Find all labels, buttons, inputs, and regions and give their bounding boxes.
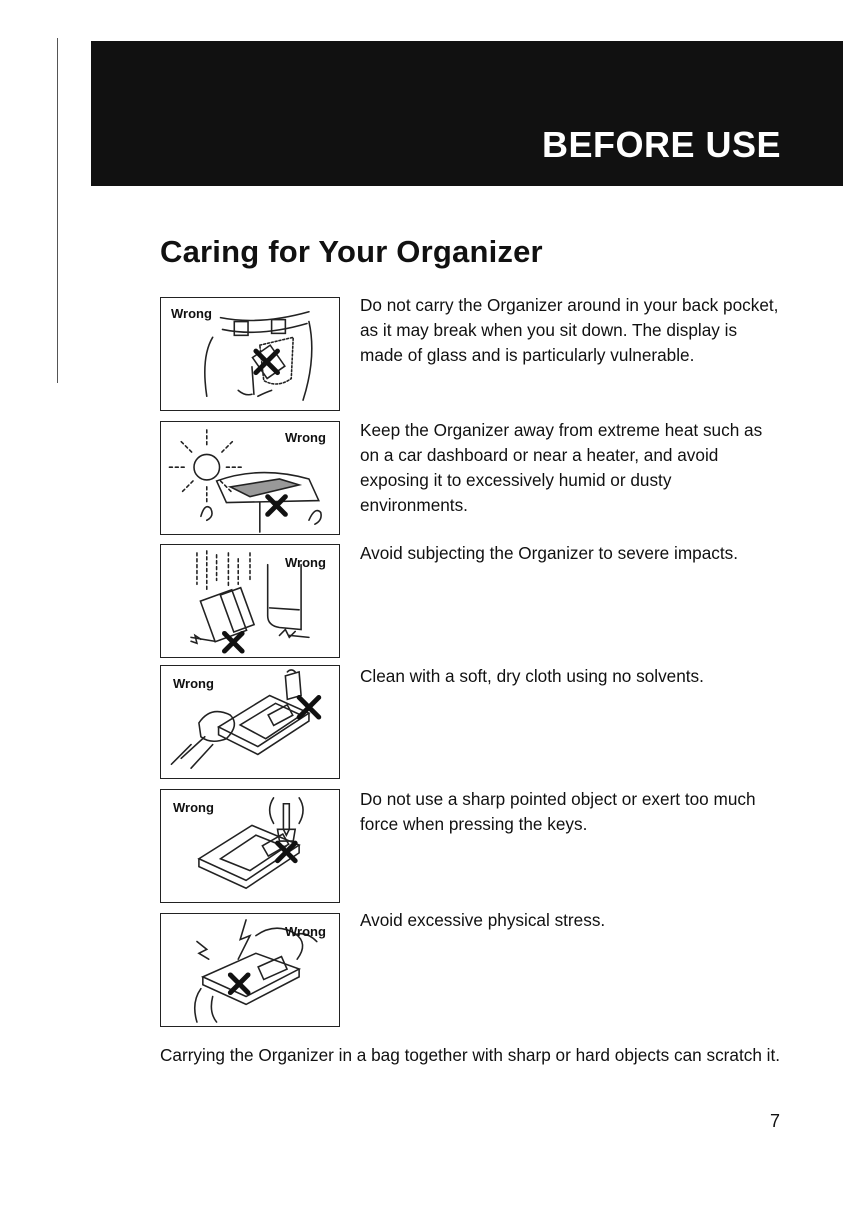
caution-text: Avoid excessive physical stress. (360, 910, 606, 930)
header-title: BEFORE USE (541, 124, 781, 165)
wrong-label: Wrong (171, 306, 212, 321)
margin-rule (57, 38, 58, 383)
wrong-label: Wrong (285, 555, 326, 570)
caution-text: Keep the Organizer away from extreme heat such as on a car dashboard or near a heater, and avoid exposing it to excessively humid or dusty environments. (360, 420, 763, 515)
wrong-label: Wrong (285, 430, 326, 445)
footer-note: Carrying the Organizer in a bag together with sharp or hard objects can scratch it. (160, 1045, 781, 1065)
illustration-sharp-object (160, 789, 340, 903)
caution-text: Avoid subjecting the Organizer to severe impacts. (360, 543, 738, 563)
illustration-physical-stress (160, 913, 340, 1027)
wrong-label: Wrong (285, 924, 326, 939)
caution-text: Clean with a soft, dry cloth using no solvents. (360, 666, 704, 686)
caution-text: Do not carry the Organizer around in your back pocket, as it may break when you sit down. The display is made of glass and is particularly vulnerable. (360, 295, 779, 365)
wrong-label: Wrong (173, 676, 214, 691)
wrong-label: Wrong (173, 800, 214, 815)
page-number: 7 (770, 1111, 781, 1131)
caution-text: Do not use a sharp pointed object or exert too much force when pressing the keys. (360, 789, 756, 834)
illustration-back-pocket (160, 297, 340, 411)
illustration-heat (160, 421, 340, 535)
header-band (91, 41, 843, 186)
illustration-cleaning (160, 665, 340, 779)
section-title: Caring for Your Organizer (160, 234, 543, 269)
illustration-impact (160, 544, 340, 658)
